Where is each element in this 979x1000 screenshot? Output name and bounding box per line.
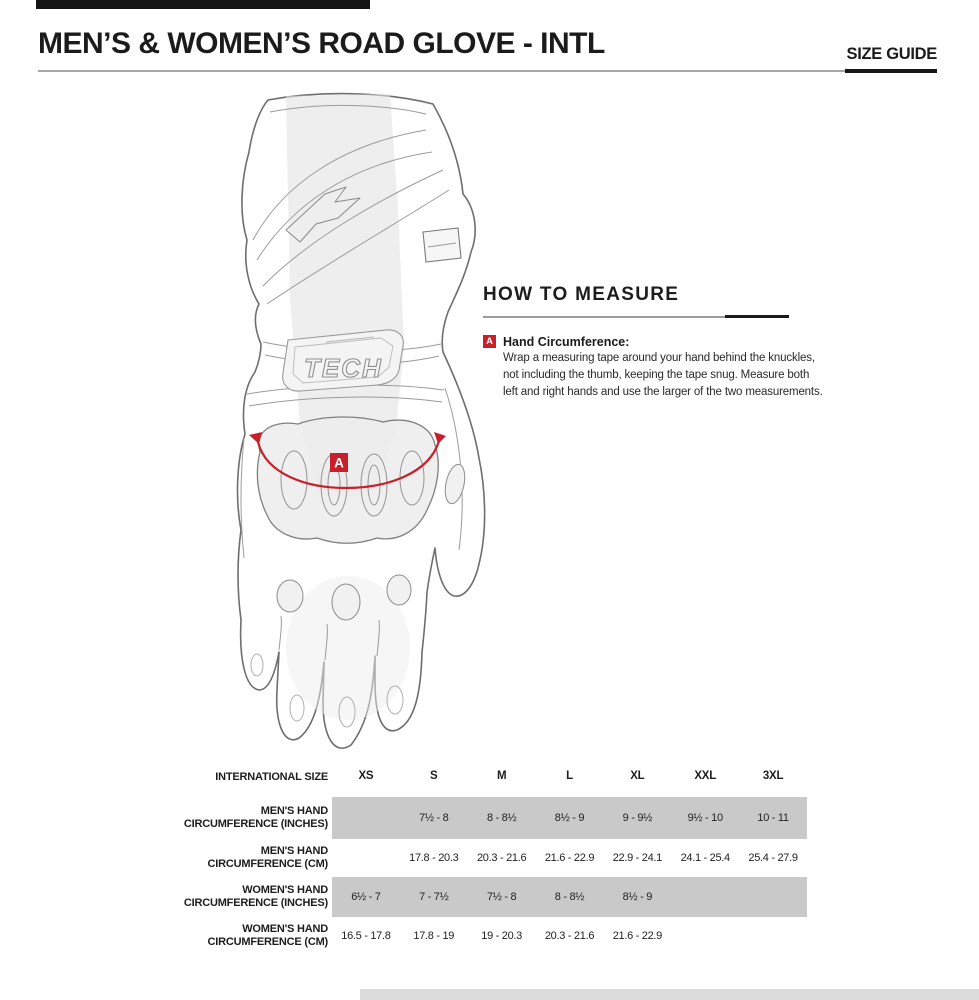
table-cell: 25.4 - 27.9 [748,852,798,864]
table-row [148,797,807,839]
table-cell: 6½ - 7 [332,877,400,917]
table-row [148,877,807,917]
size-table-header-row [148,766,807,797]
top-banner-fragment [36,0,370,9]
table-cell [671,917,739,955]
footer-strip-fragment [360,989,979,1000]
table-cell: 7½ - 8 [400,797,468,839]
international-size-label: INTERNATIONAL SIZE [215,771,328,783]
row-label: MEN'S HAND CIRCUMFERENCE (CM) [207,845,328,870]
size-guide-tab[interactable]: SIZE GUIDE [846,45,937,63]
instruction-line: left and right hands and use the larger of the two measurements. [503,386,823,398]
instruction-line: not including the thumb, keeping the tape snug. Measure both [503,369,810,381]
size-table-body [148,797,807,955]
measure-marker-letter: A [334,455,344,471]
glove-illustration [228,88,500,753]
header-divider-accent [845,69,937,73]
table-cell: 8½ - 9 [603,877,671,917]
instruction-marker-badge: A [483,335,496,348]
table-cell: 24.1 - 25.4 [680,852,730,864]
table-cell: 17.8 - 20.3 [409,852,459,864]
instruction-line: Wrap a measuring tape around your hand behind the knuckles, [503,352,815,364]
table-cell [332,797,400,839]
table-cell: 19 - 20.3 [481,930,522,942]
glove-logo-text: TECH [304,353,383,383]
table-cell: 8½ - 9 [536,797,604,839]
table-row [148,917,807,955]
size-column-header: XXL [694,770,717,782]
table-cell: 17.8 - 19 [413,930,455,942]
size-column-header: 3XL [762,770,784,782]
how-to-measure-divider [483,315,789,318]
page-title: MEN’S & WOMEN’S ROAD GLOVE - INTL [38,27,605,60]
size-table [148,766,807,955]
table-cell [739,877,807,917]
row-label: WOMEN'S HAND CIRCUMFERENCE (CM) [207,923,328,948]
table-cell: 16.5 - 17.8 [341,930,391,942]
knuckle-guard [257,417,438,543]
size-column-header: M [496,770,507,782]
table-cell [739,917,807,955]
table-cell [332,839,400,877]
table-cell: 22.9 - 24.1 [612,852,662,864]
size-column-header: L [566,770,573,782]
table-cell: 9½ - 10 [671,797,739,839]
table-cell: 20.3 - 21.6 [544,930,595,942]
table-cell: 7½ - 8 [468,877,536,917]
table-cell: 8 - 8½ [468,797,536,839]
table-cell [671,877,739,917]
header-divider [38,70,937,72]
table-cell: 20.3 - 21.6 [476,852,527,864]
row-label: WOMEN'S HAND CIRCUMFERENCE (INCHES) [183,884,328,909]
table-cell: 9 - 9½ [603,797,671,839]
size-column-header: XS [358,770,374,782]
row-label: MEN'S HAND CIRCUMFERENCE (INCHES) [183,805,328,830]
size-column-header: S [430,770,438,782]
table-cell: 10 - 11 [739,797,807,839]
table-cell: 21.6 - 22.9 [612,930,662,942]
how-to-measure-heading: HOW TO MEASURE [483,284,680,305]
table-cell: 21.6 - 22.9 [544,852,595,864]
divider-accent [725,315,789,318]
how-to-measure-section [483,284,823,401]
instruction-text [503,334,823,401]
table-cell: 7 - 7½ [400,877,468,917]
table-row [148,839,807,877]
table-cell: 8 - 8½ [536,877,604,917]
size-column-header: XL [630,770,645,782]
instruction-title: Hand Circumference: [503,335,630,349]
measure-instruction-item [483,334,823,401]
